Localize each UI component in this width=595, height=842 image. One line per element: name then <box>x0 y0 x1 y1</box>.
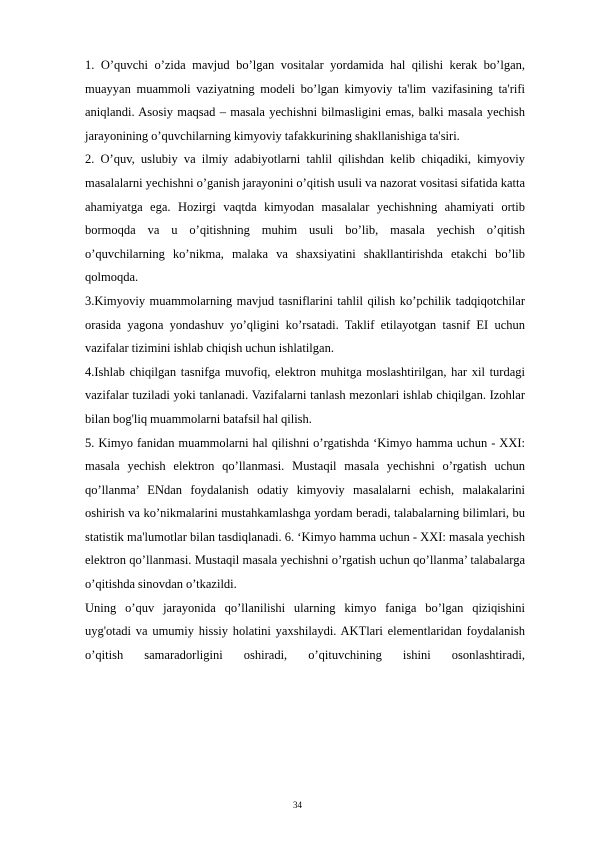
paragraph-6: Uning o’quv jarayonida qo’llanilishi ularning kimyo faniga bo’lgan qiziqishini uyg'otadi va umumiy hissiy holatini yaxshilaydi. AKTlari elementlaridan foydalanish o’qitish samaradorligini oshiradi, o’qituvchining ishini osonlashtiradi, <box>85 600 525 662</box>
page-body <box>85 54 525 667</box>
paragraph-1: 1. O’quvchi o’zida mavjud bo’lgan vositalar yordamida hal qilishi kerak bo’lgan, muayyan muammoli vaziyatning modeli bo’lgan kimyoviy ta'lim vazifasining ta'rifi aniqlandi. Asosiy maqsad – masala yechishni bilmasligini emas, balki masala yechish jarayonining o’quvchilarning kimyoviy tafakkurining shakllanishiga ta'siri. <box>85 58 525 143</box>
paragraph-5: 5. Kimyo fanidan muammolarni hal qilishni o’rgatishda ‘Kimyo hamma uchun - XXI: masala yechish elektron qo’llanmasi. Mustaqil masala yechishni o’rgatish uchun qo’llanma’ ENdan foydalanish odatiy kimyoviy masalalarni echish, malakalarini oshirish va ko’nikmalarini mustahkamlashga yordam beradi, talabalarning bilimlari, bu statistik ma'lumotlar bilan tasdiqlanadi. 6. ‘Kimyo hamma uchun - XXI: masala yechish elektron qo’llanmasi. Mustaqil masala yechishni o’rgatish uchun qo’llanma’ talabalarga o’qitishda sinovdan o’tkazildi. <box>85 435 525 592</box>
paragraph-2: 2. O’quv, uslubiy va ilmiy adabiyotlarni tahlil qilishdan kelib chiqadiki, kimyoviy masalalarni yechishni o’ganish jarayonini o’qitish usuli va nazorat vositasi sifatida katta ahamiyatga ega. Hozirgi vaqtda kimyodan masalalar yechishning ahamiyati ortib bormoqda va u o’qitishning muhim usuli bo’lib, masala yechish o’qitish o’quvchilarning ko’nikma, malaka va shaxsiyatini shakllantirishda etakchi bo’lib qolmoqda. <box>85 152 525 285</box>
page-number: 34 <box>293 800 302 810</box>
paragraph-3: 3.Kimyoviy muammolarning mavjud tasniflarini tahlil qilish ko’pchilik tadqiqotchilar orasida yagona yondashuv yo’qligini ko’rsatadi. Taklif etilayotgan tasnif EI uchun vazifalar tizimini ishlab chiqish uchun ishlatilgan. <box>85 293 525 356</box>
paragraph-4: 4.Ishlab chiqilgan tasnifga muvofiq, elektron muhitga moslashtirilgan, har xil turdagi vazifalar tuziladi yoki tanlanadi. Vazifalarni tanlash mezonlari ishlab chiqilgan. Izohlar bilan bog'liq muammolarni batafsil hal qilish. <box>85 364 525 426</box>
